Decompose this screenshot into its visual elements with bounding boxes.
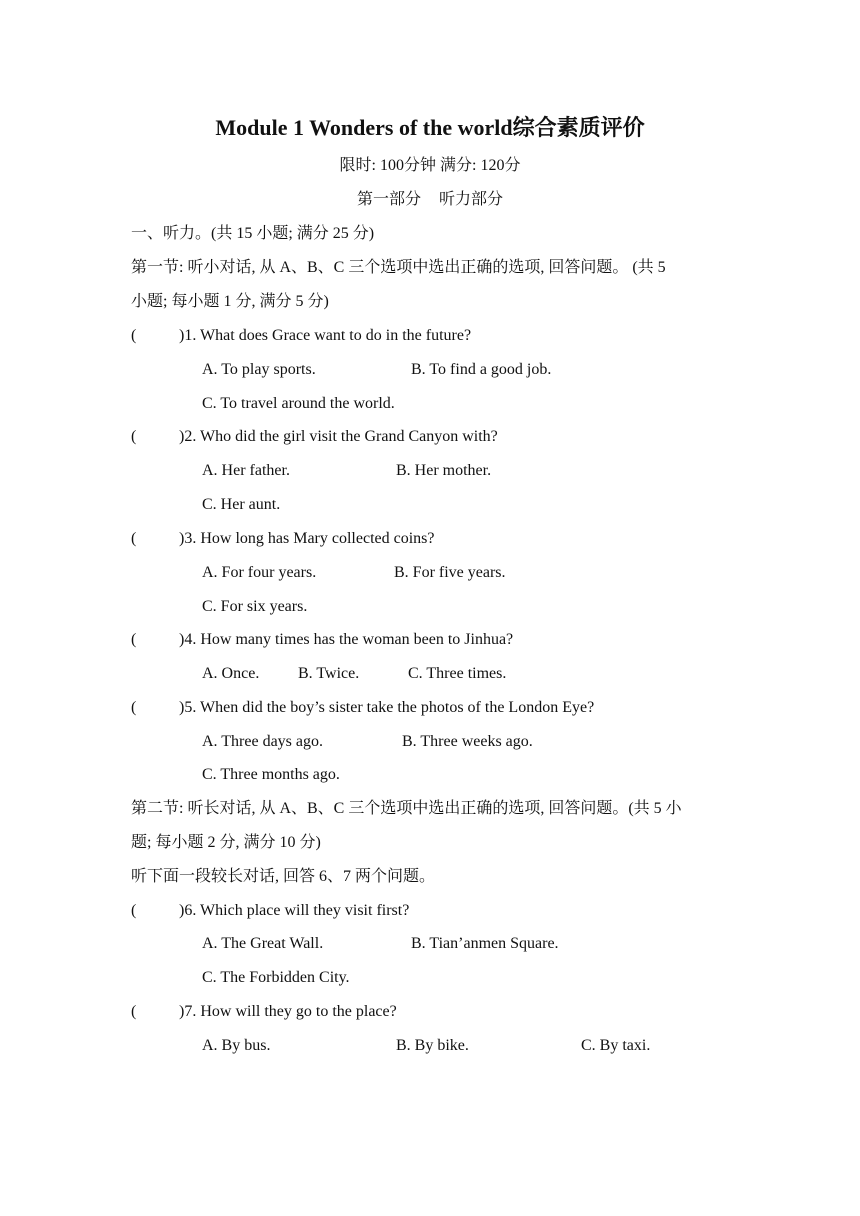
part-number: 第一部分 xyxy=(356,191,421,208)
subsection2-instruction-line1: 第二节: 听长对话, 从 A、B、C 三个选项中选出正确的选项, 回答问题。(共 5 小 xyxy=(131,800,682,817)
part-name: 听力部分 xyxy=(439,191,504,208)
q4-option-a: A. Once. xyxy=(202,665,260,682)
dialogue-instruction: 听下面一段较长对话, 回答 6、7 两个问题。 xyxy=(131,868,436,885)
question-3 xyxy=(131,527,434,551)
question-6 xyxy=(131,899,409,923)
q3-option-a: A. For four years. xyxy=(202,564,317,581)
question-text: )5. When did the boy’s sister take the photos of the London Eye? xyxy=(179,699,595,716)
answer-blank-open[interactable]: ( xyxy=(131,428,137,445)
q4-option-c: C. Three times. xyxy=(408,665,507,682)
q4-option-b: B. Twice. xyxy=(298,665,360,682)
question-text: )2. Who did the girl visit the Grand Canyon with? xyxy=(179,428,498,445)
q1-option-a: A. To play sports. xyxy=(202,361,316,378)
question-text: )1. What does Grace want to do in the future? xyxy=(179,327,472,344)
q2-option-b: B. Her mother. xyxy=(396,462,492,479)
q3-option-c: C. For six years. xyxy=(202,598,308,615)
q2-option-a: A. Her father. xyxy=(202,462,290,479)
answer-blank-open[interactable]: ( xyxy=(131,699,137,716)
q5-option-b: B. Three weeks ago. xyxy=(402,733,533,750)
question-2 xyxy=(131,425,498,449)
question-text: )6. Which place will they visit first? xyxy=(179,902,410,919)
question-7 xyxy=(131,1000,397,1024)
q7-option-b: B. By bike. xyxy=(396,1037,469,1054)
q5-option-c: C. Three months ago. xyxy=(202,766,340,783)
answer-blank-open[interactable]: ( xyxy=(131,631,137,648)
question-text: )3. How long has Mary collected coins? xyxy=(179,530,435,547)
time-and-score-line: 限时: 100分钟 满分: 120分 xyxy=(339,157,521,174)
subsection2-instruction-line2: 题; 每小题 2 分, 满分 10 分) xyxy=(131,834,321,851)
subsection1-instruction-line2: 小题; 每小题 1 分, 满分 5 分) xyxy=(131,293,329,310)
q7-option-c: C. By taxi. xyxy=(581,1037,651,1054)
subsection1-instruction-line1: 第一节: 听小对话, 从 A、B、C 三个选项中选出正确的选项, 回答问题。 (共 5 xyxy=(131,259,666,276)
page-title: Module 1 Wonders of the world综合素质评价 xyxy=(215,115,645,140)
q5-option-a: A. Three days ago. xyxy=(202,733,323,750)
q6-option-a: A. The Great Wall. xyxy=(202,935,324,952)
q2-option-c: C. Her aunt. xyxy=(202,496,281,513)
question-text: )7. How will they go to the place? xyxy=(179,1003,397,1020)
q7-option-a: A. By bus. xyxy=(202,1037,271,1054)
answer-blank-open[interactable]: ( xyxy=(131,530,137,547)
q6-option-b: B. Tian’anmen Square. xyxy=(411,935,559,952)
q1-option-b: B. To find a good job. xyxy=(411,361,552,378)
q6-option-c: C. The Forbidden City. xyxy=(202,969,350,986)
q1-option-c: C. To travel around the world. xyxy=(202,395,395,412)
question-text: )4. How many times has the woman been to Jinhua? xyxy=(179,631,514,648)
answer-blank-open[interactable]: ( xyxy=(131,902,137,919)
section-heading: 一、听力。(共 15 小题; 满分 25 分) xyxy=(131,225,375,242)
part-heading xyxy=(0,188,860,212)
q3-option-b: B. For five years. xyxy=(394,564,506,581)
question-1 xyxy=(131,324,471,348)
question-5 xyxy=(131,696,594,720)
answer-blank-open[interactable]: ( xyxy=(131,1003,137,1020)
question-4 xyxy=(131,628,513,652)
answer-blank-open[interactable]: ( xyxy=(131,327,137,344)
